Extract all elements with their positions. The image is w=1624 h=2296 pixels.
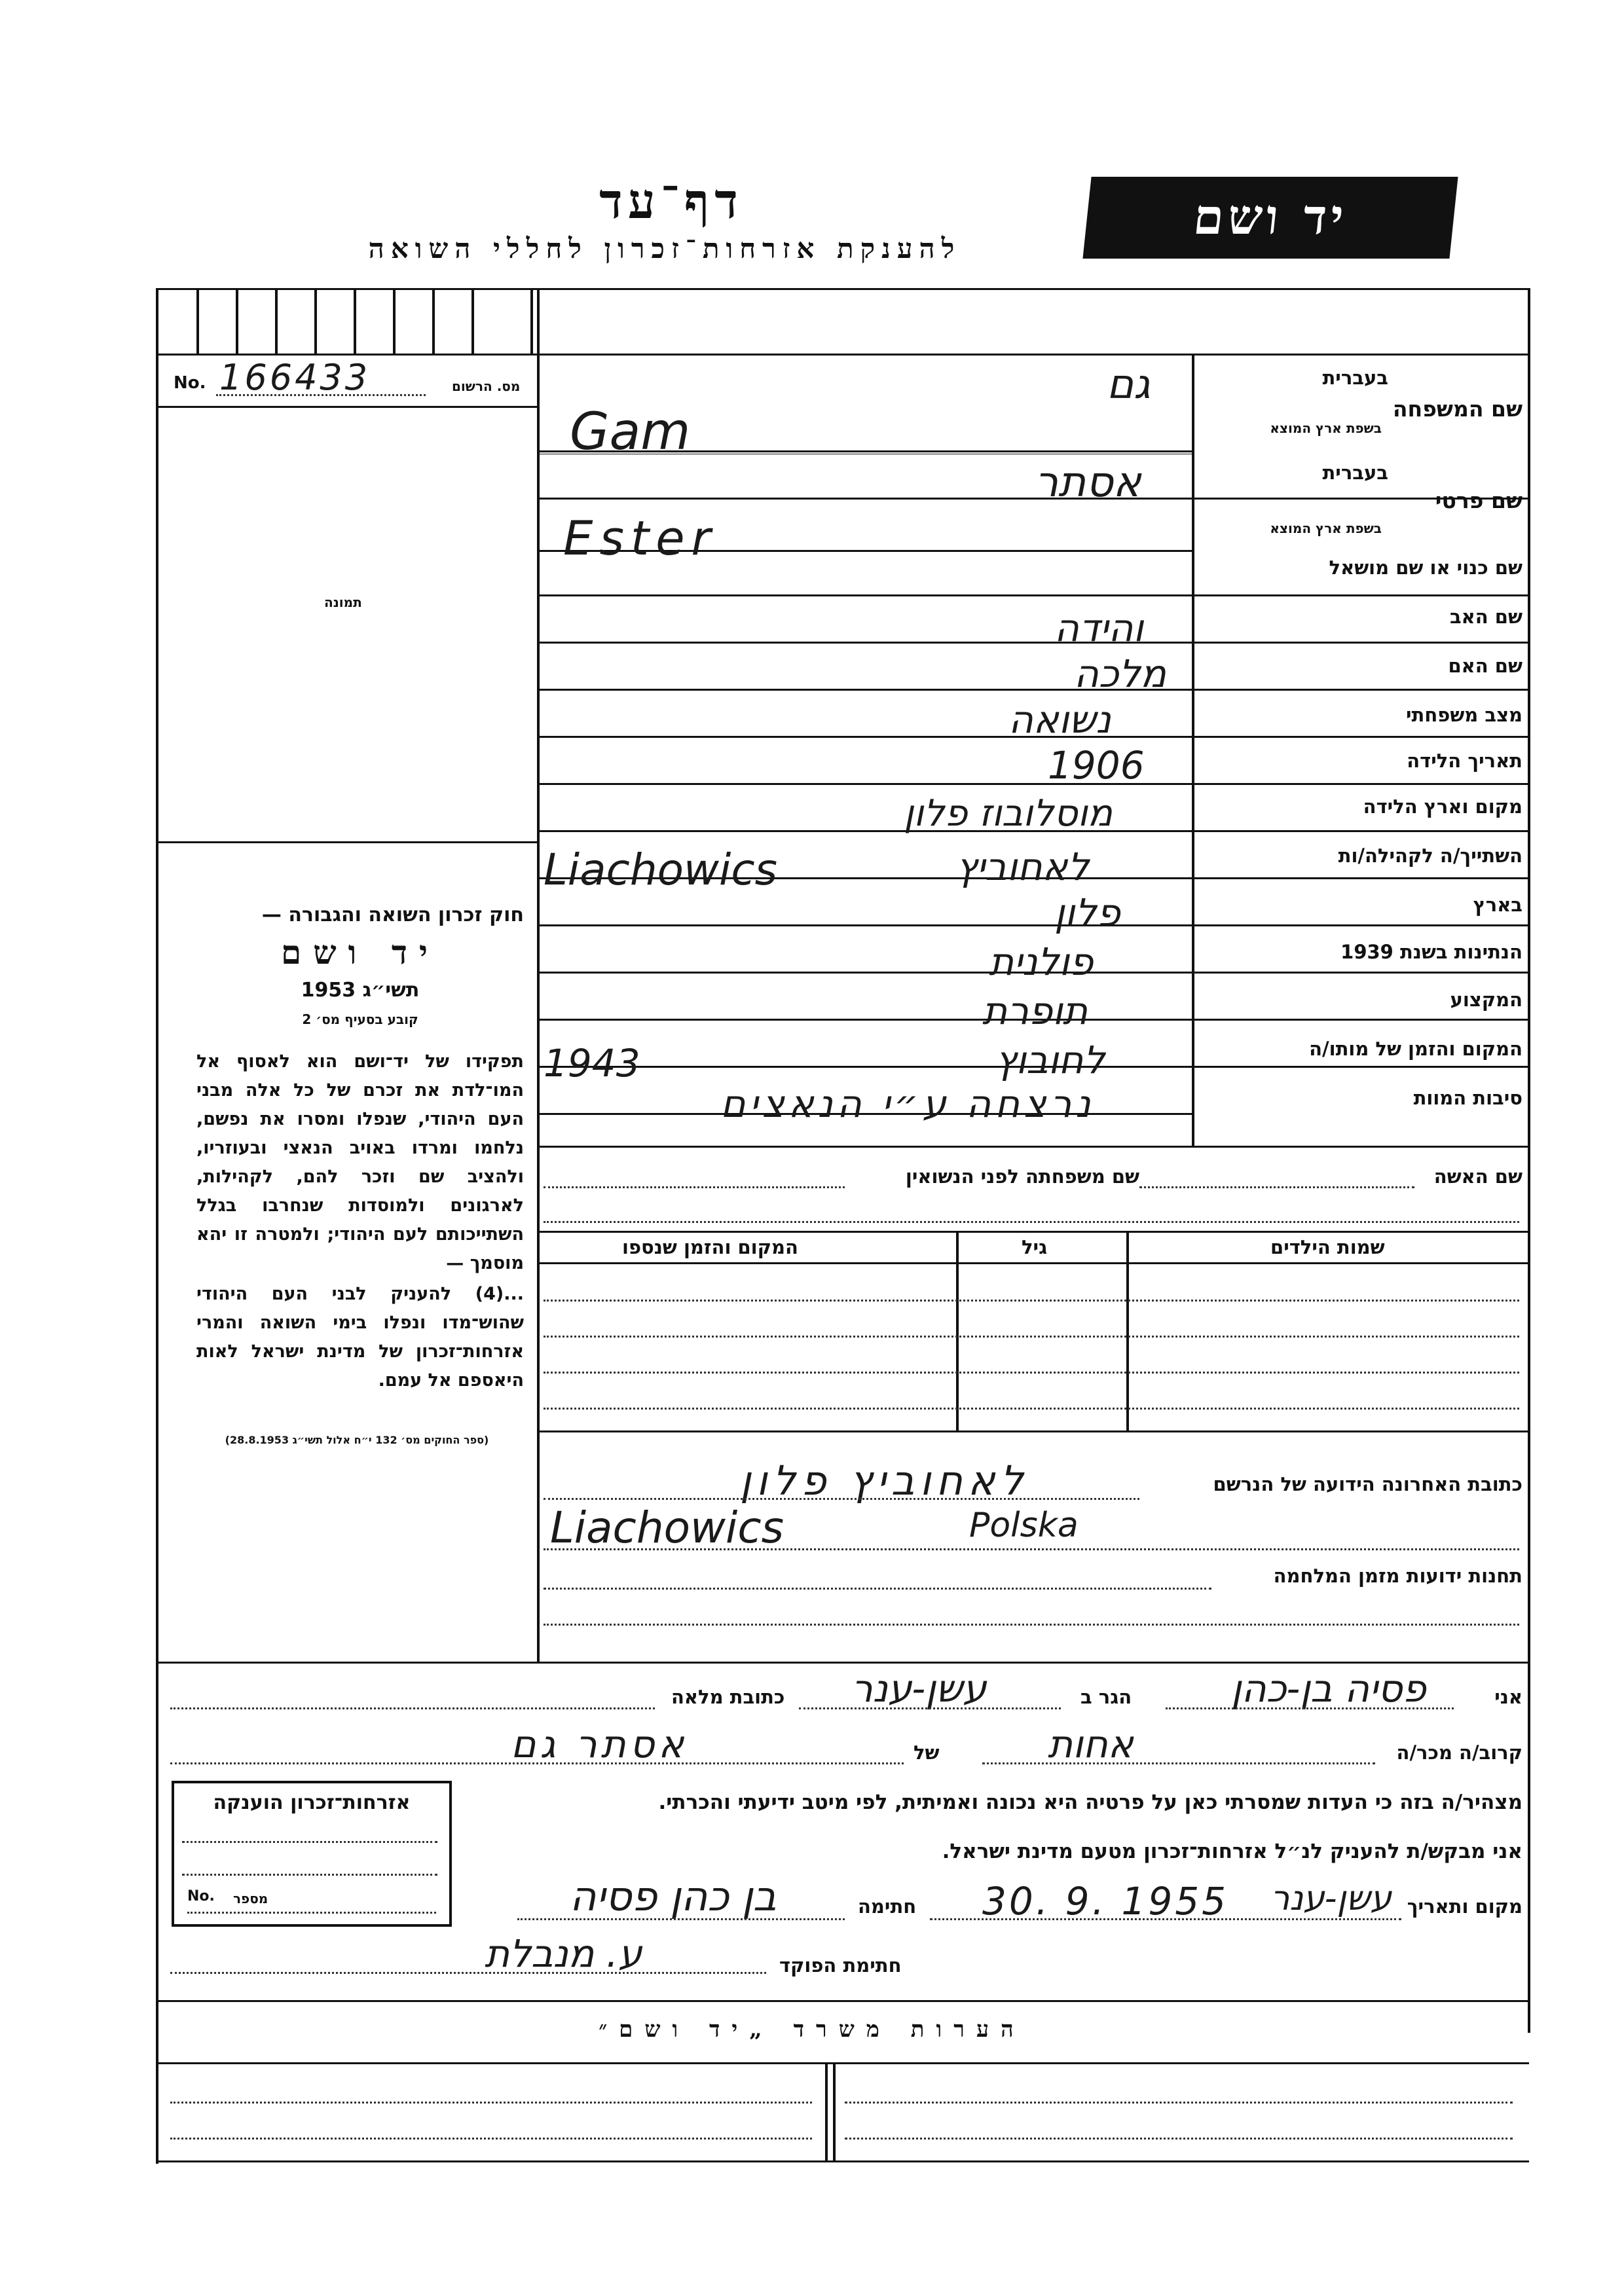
notes-label: הערות משרד „יד ושם״ [599,2016,1025,2043]
children-header-place: המקום והזמן שנספו [622,1236,798,1258]
country-value: פלון [1054,890,1120,935]
witness-relation-label: קרוב/ה מכר/ה [1396,1741,1522,1764]
strip-tick [314,288,317,354]
notes-line [845,2138,1513,2140]
firstname-label: שם פרטי [1435,488,1522,513]
children-row [544,1372,1519,1374]
citizenship-stamp-box [172,1781,452,1927]
record-no-line [216,394,426,396]
stamp-box-number-label: מספר [233,1891,268,1906]
strip-tick [275,288,278,354]
form-subtitle: להענקת אזרחות־זכרון לחללי השואה [368,232,961,264]
law-heading: חוק זכרון השואה והגבורה — [261,903,524,926]
signature-line [517,1918,845,1920]
children-header-names: שמות הילדים [1270,1236,1385,1258]
firstname-latin-value: Ester [563,511,718,566]
mother-label: שם האם [1448,655,1522,677]
war-stations-label: תחנות ידועות מזמן המלחמה [1273,1565,1522,1587]
witness-address-line [170,1707,655,1709]
death-year-value: 1943 [544,1041,640,1085]
witness-name-label: אני [1494,1686,1522,1708]
nickname-label: שם כנוי או שם מושאל [1329,556,1522,579]
notes-line [170,2138,812,2140]
father-value: והידה [1054,606,1144,650]
frame-right [1528,288,1530,2033]
photo-box-top [157,406,537,408]
mother-value: מלכה [1074,651,1166,696]
witness-resides-line [799,1707,1061,1709]
row-line [537,1146,1529,1148]
place-value: עשן-ענר [1270,1879,1392,1918]
stamp-box-line [182,1841,437,1843]
witness-of-line [170,1762,904,1764]
notes-line [170,2102,812,2104]
record-no-label: No. [174,373,206,393]
record-number: 166433 [219,357,371,398]
death-place-value: לחובוץ [995,1038,1105,1082]
surname-label: שם המשפחה [1392,396,1522,422]
yad-vashem-logo [1082,177,1458,259]
row-line [537,594,1529,596]
witness-declaration: מצהיר/ה בזה כי העדות שמסרתי כאן על פרטיה היא נכונה ואמיתית, לפי מיטב ידיעתי והכרתי. [658,1791,1522,1814]
father-label: שם האב [1449,606,1522,628]
community-label: השתייך/ה לקהילה/ות [1338,845,1522,867]
witness-name-value: פסיה בן-כהן [1231,1666,1426,1711]
children-table-top [537,1231,1529,1233]
strip-tick [196,288,199,354]
war-stations-line [544,1588,1211,1590]
children-col-divider [956,1231,959,1430]
witness-relation-line [982,1762,1375,1764]
form-title: דף־עד [599,173,743,230]
birthdate-label: תאריך הלידה [1407,750,1522,772]
official-signature-label: חתימת הפוקד [779,1954,902,1977]
marital-value: נשואה [1008,697,1111,742]
last-address-line-2 [544,1548,1519,1550]
record-reg-label: מס. הרשום [452,378,521,394]
witness-relation-value: אחות [1048,1722,1134,1766]
law-year: תשי״ג 1953 [301,979,420,1002]
marital-label: מצב משפחתי [1405,704,1522,726]
surname-origin-label: בשפת ארץ המוצא [1270,420,1382,436]
firstname-origin-label: בשפת ארץ המוצא [1270,520,1382,536]
law-name: יד ושם [281,933,439,972]
community-hebrew-value: לאחוביץ [956,845,1090,889]
last-address-line [544,1498,1139,1500]
place-date-label: מקום ותאריך [1407,1895,1522,1918]
children-row [544,1336,1519,1338]
notes-divider [833,2062,836,2160]
notes-line [845,2102,1513,2104]
death-label: המקום והזמן של מותו/ה [1309,1038,1522,1060]
spouse-maiden-line [544,1186,845,1188]
children-row [544,1300,1519,1302]
logo-text: יד ושם [1190,189,1350,246]
children-row [544,1408,1519,1410]
main-divider [537,288,540,1663]
witness-request: אני מבקש/ת להעניק לנ״ל אזרחות־זכרון מטעם מדינת ישראל. [942,1840,1522,1863]
witness-of-value: אסתר גם [511,1722,688,1766]
row-line [537,924,1529,926]
spouse-line-2 [544,1221,1519,1223]
surname-hebrew-label: בעברית [1322,367,1388,389]
strip-tick [354,288,356,354]
law-source: (ספר החוקים מס׳ 132 י״ח אלול תשי״ג 28.8.1953) [225,1434,489,1446]
country-label: בארץ [1473,894,1522,916]
strip-tick [432,288,435,354]
label-divider [1192,354,1194,1146]
children-header-line [537,1262,1529,1264]
row-line [537,498,1529,500]
official-signature-line [170,1972,766,1974]
last-address-country: Polska [969,1506,1079,1545]
law-paragraph-2: ...(4) להעניק לבני העם היהודי שהוש־מדו ונפלו בימי השואה והמרי אזרחות־זכרון של מדינת ישראל לאות היאספם אל עמם. [196,1284,524,1391]
strip-tick [393,288,396,354]
community-latin-value: Liachowics [544,845,778,895]
top-strip-bottom [157,354,1529,355]
witness-resides-value: עשן-ענר [851,1666,987,1711]
spouse-line [1139,1186,1414,1188]
last-address-city: Liachowics [550,1503,784,1553]
stamp-box-line [182,1874,437,1876]
signature-label: חתימה [858,1895,917,1918]
row-line [537,783,1529,785]
spouse-maiden-label: שם משפחתה לפני הנשואין [905,1165,1139,1188]
children-col-divider [1126,1231,1129,1430]
stamp-box-line [187,1912,436,1914]
last-address-line1: לאחוביץ פלון [740,1457,1029,1504]
stamp-box-title: אזרחות־זכרון הוענקה [213,1791,411,1814]
witness-name-line [1166,1707,1454,1709]
photo-label: תמונה [324,594,362,610]
witness-of-label: של [913,1741,940,1764]
birthplace-label: מקום וארץ הלידה [1363,795,1522,818]
cause-value: נרצחה ע״י הנאצים [720,1082,1095,1126]
last-address-label: כתובת האחרונה הידועה של הנרשם [1213,1473,1522,1495]
place-date-line [930,1918,1401,1920]
date-value: 30. 9. 1955 [982,1879,1229,1923]
frame-left [156,288,158,2164]
signature-value: בן כהן פסיה [570,1872,777,1920]
strip-tick [471,288,474,354]
law-clause: קובע בסעיף מס׳ 2 [302,1011,418,1027]
children-table-bottom [537,1430,1529,1432]
law-paragraph-1: תפקידו של יד־ושם הוא לאסוף אל המו־לדת את זכרם של כל אלה מבני העם היהודי, שנפלו ומסרו את נפשם, נלחמו ומרדו באויב הנאצי ובעוזריו, ולהציב שם וזכר להם, לקהילות, לארגונים ולמוסדות שנחרבו בגלל השתייכותם לעם היהודי; ולמטרה זו יהא מוסמך — [196,1051,524,1273]
birthplace-value: מוסלובוז פלון [904,792,1113,835]
birthdate-value: 1906 [1048,743,1145,788]
firstname-hebrew-label: בעברית [1322,462,1388,484]
row-line [537,689,1529,691]
strip-tick [530,288,533,354]
firstname-hebrew-value: אסתר [1035,458,1141,507]
children-header-age: גיל [1022,1236,1048,1258]
war-stations-line-2 [544,1624,1519,1626]
surname-hebrew-value: גם [1107,360,1151,408]
official-signature-value: ע. מנבלת [485,1931,642,1976]
strip-tick [236,288,238,354]
witness-address-label: כתובת מלאה [671,1686,785,1708]
witness-resides-label: הגר ב [1080,1686,1132,1708]
notes-header-line [157,2062,1529,2064]
citizenship-label: הנתינות בשנת 1939 [1340,941,1522,963]
frame-top [157,288,1529,290]
surname-latin-value: Gam [570,403,691,462]
stamp-box-no-label: No. [187,1888,215,1904]
photo-box-bottom [157,841,537,843]
spouse-label: שם האשה [1433,1165,1522,1188]
profession-label: המקצוע [1450,989,1522,1011]
profession-value: תופרת [982,989,1088,1033]
notes-top [157,2000,1529,2002]
frame-bottom [157,2160,1529,2162]
witness-section-top [157,1662,1529,1664]
cause-label: סיבות המוות [1413,1087,1522,1109]
citizenship-value: פולנית [989,939,1094,984]
row-line [537,642,1529,644]
notes-divider [825,2062,828,2160]
